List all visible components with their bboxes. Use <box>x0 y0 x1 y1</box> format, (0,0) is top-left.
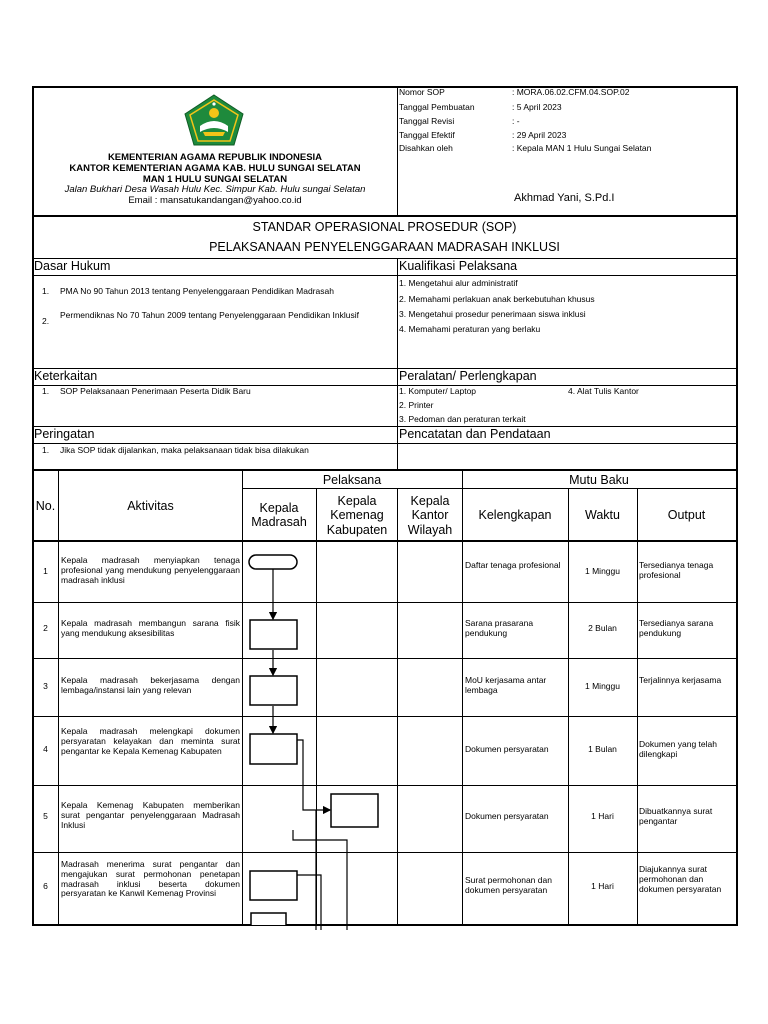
list-item: PMA No 90 Tahun 2013 tentang Penyelenggaraan Pendidikan Madrasah <box>60 286 334 296</box>
meta-label: Nomor SOP <box>399 87 445 97</box>
row-aktivitas: Kepala madrasah menyiapkan tenaga profesional yang mendukung penyelenggaraan madrasah inklusi <box>61 555 240 585</box>
list-item: Jika SOP tidak dijalankan, maka pelaksanaan tidak bisa dilakukan <box>60 445 309 455</box>
list-item: 1. Mengetahui alur administratif <box>399 278 518 288</box>
col-header-output: Output <box>667 508 706 522</box>
col-header-no: No. <box>35 499 56 513</box>
meta-label: Tanggal Efektif <box>399 130 455 140</box>
sop-title-line-2: PELAKSANAAN PENYELENGGARAAN MADRASAH INKLUSI <box>209 240 560 254</box>
row-kelengkapan: Dokumen persyaratan <box>465 811 549 821</box>
kualifikasi-title: Kualifikasi Pelaksana <box>399 259 518 273</box>
list-item: 3. Mengetahui prosedur penerimaan siswa inklusi <box>399 309 586 319</box>
row-number: 3 <box>43 681 48 691</box>
row-number: 6 <box>43 881 48 891</box>
row-number: 2 <box>43 623 48 633</box>
flow-offpage-connector <box>251 913 286 925</box>
row-number: 5 <box>43 811 48 821</box>
row-aktivitas: Kepala madrasah bekerjasama dengan lembaga/instansi lain yang relevan <box>61 675 240 695</box>
meta-label: Tanggal Revisi <box>399 116 455 126</box>
org-address: Jalan Bukhari Desa Wasah Hulu Kec. Simpur Kab. Hulu sungai Selatan <box>64 184 366 195</box>
flow-start-terminator <box>249 555 297 569</box>
row-output: Diajukannya surat permohonan dan dokumen persyaratan <box>639 864 722 894</box>
list-item: 1. Komputer/ Laptop <box>399 386 477 396</box>
peringatan-title: Peringatan <box>34 427 95 441</box>
row-aktivitas: Kepala madrasah membangun sarana fisik yang mendukung aksesibilitas <box>61 618 240 638</box>
col-header-kemenag-kabupaten: Kepala Kemenag Kabupaten <box>326 494 388 537</box>
flow-process-box <box>250 734 297 764</box>
signatory-name: Akhmad Yani, S.Pd.I <box>514 192 615 204</box>
org-line-1: KEMENTERIAN AGAMA REPUBLIK INDONESIA <box>107 152 323 163</box>
list-item-num: 1. <box>42 286 50 296</box>
org-email: Email : mansatukandangan@yahoo.co.id <box>128 195 302 206</box>
group-pelaksana: Pelaksana <box>322 473 382 487</box>
peralatan-title: Peralatan/ Perlengkapan <box>399 369 537 383</box>
row-waktu: 1 Bulan <box>588 744 617 754</box>
row-aktivitas: Kepala Kemenag Kabupaten memberikan surat pengantar penyelenggaraan Madrasah Inklusi <box>61 800 240 830</box>
row-waktu: 1 Minggu <box>585 566 620 576</box>
col-header-kelengkapan: Kelengkapan <box>478 508 552 522</box>
row-kelengkapan: MoU kerjasama antar lembaga <box>465 675 547 695</box>
flow-process-box <box>250 620 297 649</box>
list-item: SOP Pelaksanaan Penerimaan Peserta Didik Baru <box>60 386 251 396</box>
sop-title-line-1: STANDAR OPERASIONAL PROSEDUR (SOP) <box>252 220 517 234</box>
row-aktivitas: Kepala madrasah melengkapi dokumen persyaratan kelayakan dan meminta surat pengantar ke Kepala Kemenag Kabupaten <box>61 726 240 756</box>
list-item: 3. Pedoman dan peraturan terkait <box>399 414 526 424</box>
row-kelengkapan: Surat permohonan dan dokumen persyaratan <box>465 875 552 895</box>
col-header-kanwil: Kepala Kantor Wilayah <box>407 494 453 537</box>
group-mutu-baku: Mutu Baku <box>569 473 629 487</box>
row-waktu: 1 Minggu <box>585 681 620 691</box>
meta-value: : 5 April 2023 <box>512 102 562 112</box>
flow-process-box <box>250 871 297 900</box>
pencatatan-title: Pencatatan dan Pendataan <box>399 427 551 441</box>
meta-label: Disahkan oleh <box>399 143 453 153</box>
row-waktu: 2 Bulan <box>588 623 617 633</box>
row-output: Terjalinnya kerjasama <box>639 675 722 685</box>
keterkaitan-title: Keterkaitan <box>34 369 98 383</box>
row-number: 1 <box>43 566 48 576</box>
list-item: 4. Alat Tulis Kantor <box>568 386 639 396</box>
list-item: Permendiknas No 70 Tahun 2009 tentang Penyelenggaraan Pendidikan Inklusif <box>60 310 359 320</box>
list-item-num: 1. <box>42 386 50 396</box>
meta-value: : 29 April 2023 <box>512 130 567 140</box>
col-header-waktu: Waktu <box>585 508 620 522</box>
dasar-hukum-title: Dasar Hukum <box>34 259 111 273</box>
list-item-num: 1. <box>42 445 50 455</box>
list-item: 4. Memahami peraturan yang berlaku <box>399 324 541 334</box>
row-output: Dokumen yang telah dilengkapi <box>639 739 717 759</box>
meta-value: : - <box>512 116 520 126</box>
connector-arrow <box>293 830 347 930</box>
row-aktivitas: Madrasah menerima surat pengantar dan mengajukan surat permohonan penetapan madrasah inklusi beserta dokumen persyaratan ke Kanwil Kemenag Provinsi <box>61 859 240 899</box>
col-header-aktivitas: Aktivitas <box>127 499 174 513</box>
row-kelengkapan: Dokumen persyaratan <box>465 744 549 754</box>
org-line-3: MAN 1 HULU SUNGAI SELATAN <box>142 174 288 185</box>
row-output: Dibuatkannya surat pengantar <box>639 806 713 826</box>
org-line-2: KANTOR KEMENTERIAN AGAMA KAB. HULU SUNGAI SELATAN <box>69 163 361 174</box>
col-header-kepala-madrasah: Kepala Madrasah <box>251 501 307 530</box>
row-output: Tersedianya tenaga profesional <box>639 560 714 580</box>
list-item-num: 2. <box>42 316 50 326</box>
flow-process-box <box>331 794 378 827</box>
connector-arrow <box>297 740 330 810</box>
row-kelengkapan: Sarana prasarana pendukung <box>465 618 534 638</box>
row-waktu: 1 Hari <box>591 881 614 891</box>
list-item: 2. Printer <box>399 400 434 410</box>
flow-process-box <box>250 676 297 705</box>
connector-arrow <box>297 875 321 930</box>
list-item: 2. Memahami perlakuan anak berkebutuhan khusus <box>399 294 595 304</box>
row-number: 4 <box>43 744 48 754</box>
row-waktu: 1 Hari <box>591 811 614 821</box>
row-kelengkapan: Daftar tenaga profesional <box>465 560 561 570</box>
meta-value: : Kepala MAN 1 Hulu Sungai Selatan <box>512 143 652 153</box>
meta-label: Tanggal Pembuatan <box>399 102 475 112</box>
meta-value: : MORA.06.02.CFM.04.SOP.02 <box>512 87 630 97</box>
row-output: Tersedianya sarana pendukung <box>639 618 714 638</box>
